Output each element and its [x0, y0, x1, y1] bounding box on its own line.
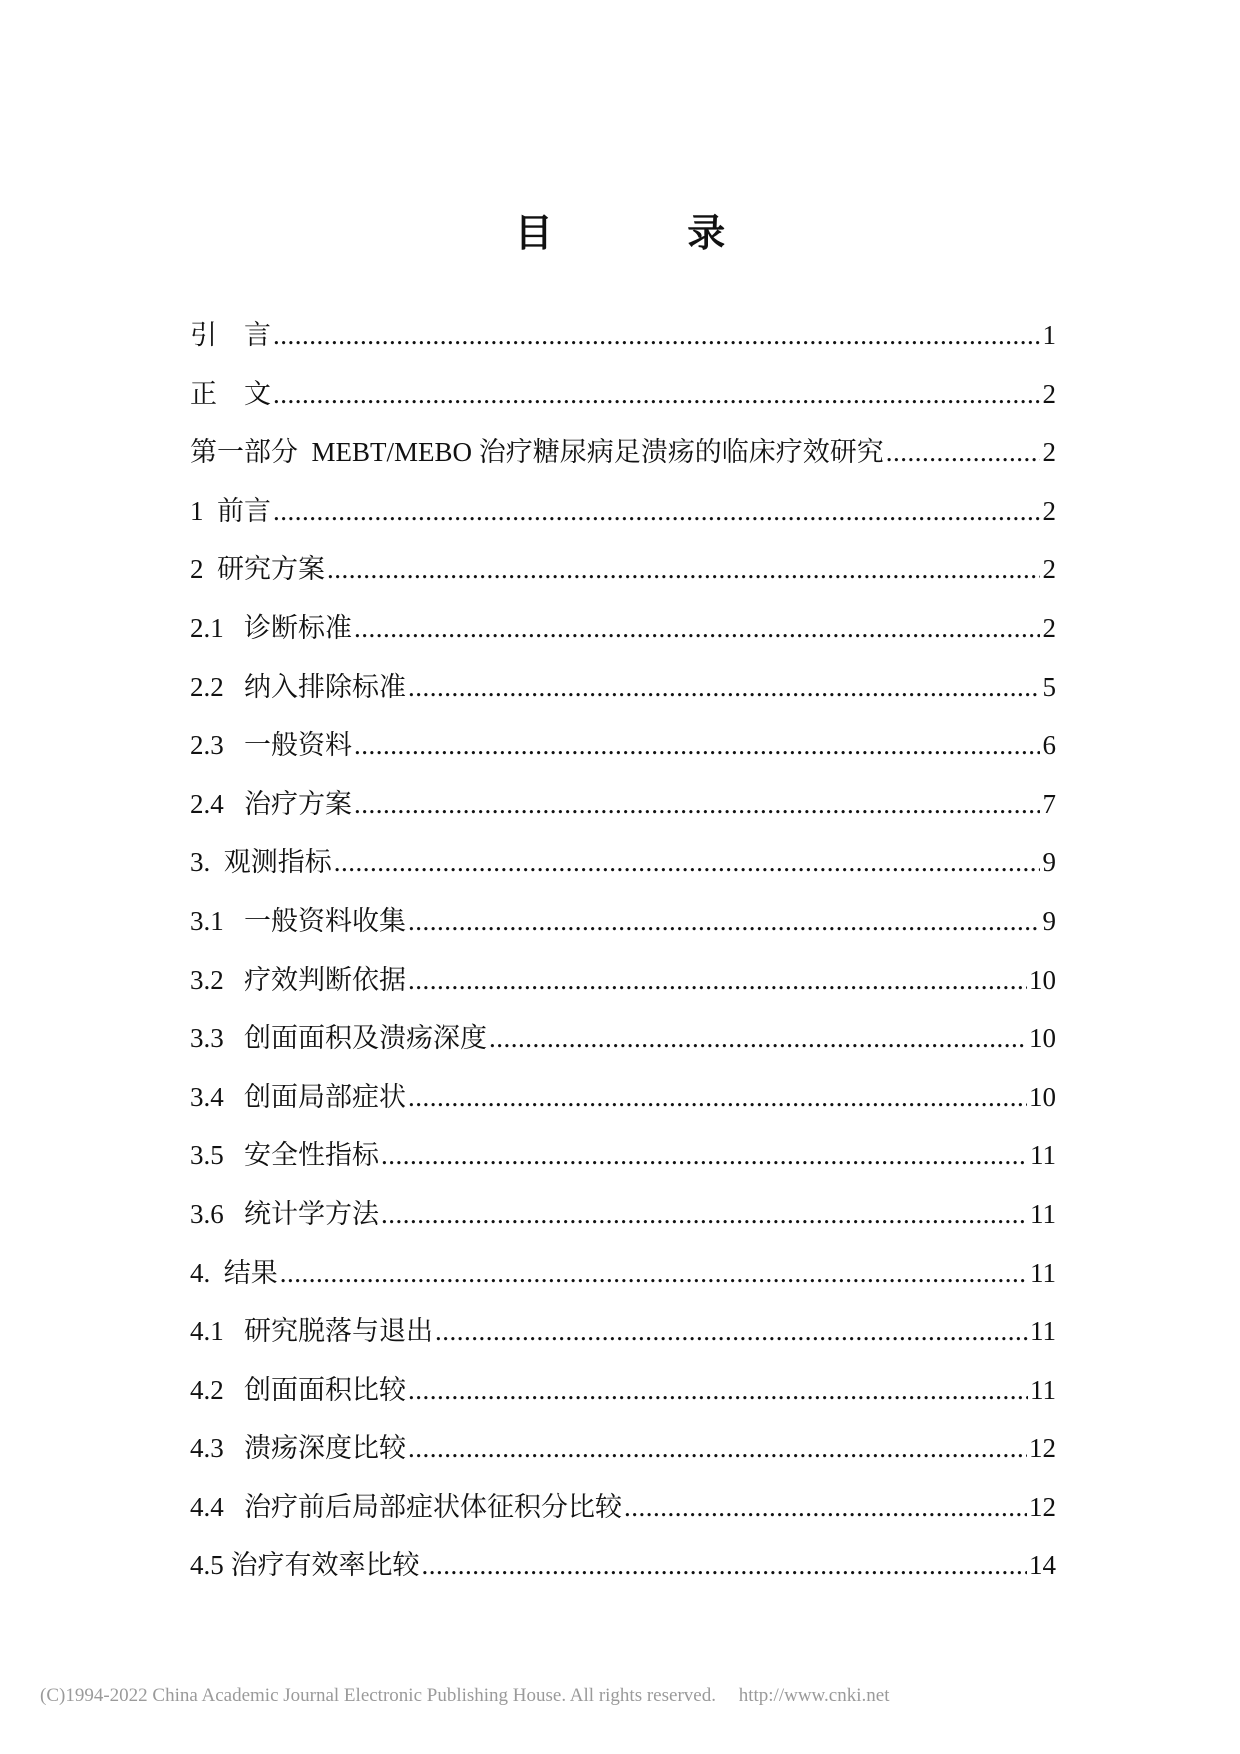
toc-entry[interactable] — [190, 1255, 1056, 1314]
toc-entry[interactable] — [190, 551, 1056, 610]
dot-leader — [886, 434, 1040, 470]
dot-leader — [354, 610, 1040, 646]
toc-entry-page: 2 — [1042, 378, 1056, 409]
footer-link[interactable]: http://www.cnki.net — [738, 1685, 890, 1706]
toc-entry[interactable] — [190, 844, 1056, 903]
toc-entry-label: 第一部分 MEBT/MEBO 治疗糖尿病足溃疡的临床疗效研究 — [190, 437, 884, 468]
toc-entry-page: 2 — [1042, 495, 1056, 526]
toc-entry-page: 6 — [1042, 730, 1056, 761]
toc-entry-page: 2 — [1042, 554, 1056, 585]
toc-entry-label: 3.5 安全性指标 — [190, 1140, 379, 1171]
toc-entry-page: 11 — [1030, 1140, 1056, 1171]
toc-entry-label: 3.6 统计学方法 — [190, 1198, 379, 1229]
toc-entry-page: 10 — [1029, 1023, 1056, 1054]
toc-entry-page: 14 — [1029, 1550, 1056, 1581]
toc-entry-page: 11 — [1030, 1257, 1056, 1288]
toc-entry[interactable] — [190, 727, 1056, 786]
toc-entry-label: 4.5 治疗有效率比较 — [190, 1550, 420, 1581]
dot-leader — [354, 727, 1040, 763]
dot-leader — [334, 844, 1040, 880]
toc-entry-page: 7 — [1042, 788, 1056, 819]
toc-entry-page: 12 — [1029, 1491, 1056, 1522]
toc-entry-page: 9 — [1042, 847, 1056, 878]
toc-entry[interactable] — [190, 1430, 1056, 1489]
toc-entry-label: 3.2 疗效判断依据 — [190, 964, 406, 995]
dot-leader — [273, 317, 1040, 353]
toc-entry-page: 1 — [1042, 320, 1056, 350]
toc-entry-label: 4.2 创面面积比较 — [190, 1374, 406, 1405]
toc-entry-label: 4.4 治疗前后局部症状体征积分比较 — [190, 1491, 622, 1522]
toc-entry-label: 3.3 创面面积及溃疡深度 — [190, 1023, 487, 1054]
dot-leader — [327, 551, 1040, 587]
toc-entry-page: 10 — [1029, 964, 1056, 995]
dot-leader — [408, 903, 1040, 939]
toc-entry-label: 2.2 纳入排除标准 — [190, 671, 406, 702]
toc-entry-label: 2 研究方案 — [190, 554, 325, 585]
dot-leader — [273, 376, 1040, 412]
dot-leader — [624, 1489, 1027, 1525]
toc-entry[interactable] — [190, 1137, 1056, 1196]
toc-entry[interactable] — [190, 1313, 1056, 1372]
toc-entry-label: 正 文 — [190, 378, 271, 409]
table-of-contents — [190, 317, 1056, 1606]
toc-entry-label: 2.1 诊断标准 — [190, 612, 352, 643]
toc-entry[interactable] — [190, 786, 1056, 845]
dot-leader — [381, 1137, 1028, 1173]
toc-entry[interactable] — [190, 493, 1056, 552]
dot-leader — [273, 493, 1040, 529]
toc-entry[interactable] — [190, 1489, 1056, 1548]
toc-entry[interactable] — [190, 610, 1056, 669]
dot-leader — [408, 1079, 1027, 1115]
toc-entry-label: 2.4 治疗方案 — [190, 788, 352, 819]
dot-leader — [280, 1255, 1028, 1291]
dot-leader — [422, 1547, 1028, 1583]
toc-entry[interactable] — [190, 1079, 1056, 1138]
dot-leader — [408, 1372, 1028, 1408]
toc-entry-label: 引 言 — [190, 320, 271, 350]
toc-entry[interactable] — [190, 903, 1056, 962]
toc-entry-label: 4.3 溃疡深度比较 — [190, 1433, 406, 1464]
toc-entry-page: 2 — [1042, 612, 1056, 643]
toc-entry-page: 2 — [1042, 437, 1056, 468]
toc-entry-label: 2.3 一般资料 — [190, 730, 352, 761]
toc-entry-page: 10 — [1029, 1081, 1056, 1112]
toc-entry[interactable] — [190, 1372, 1056, 1431]
toc-entry-label: 4.1 研究脱落与退出 — [190, 1316, 433, 1347]
toc-entry[interactable] — [190, 434, 1056, 493]
toc-entry[interactable] — [190, 669, 1056, 728]
toc-entry-page: 5 — [1042, 671, 1056, 702]
toc-entry-page: 11 — [1030, 1198, 1056, 1229]
toc-entry[interactable] — [190, 376, 1056, 435]
toc-entry-page: 9 — [1042, 905, 1056, 936]
toc-entry-page: 11 — [1030, 1316, 1056, 1347]
toc-entry[interactable] — [190, 1020, 1056, 1079]
toc-entry-label: 1 前言 — [190, 495, 271, 526]
toc-entry-label: 3.1 一般资料收集 — [190, 905, 406, 936]
toc-entry[interactable] — [190, 962, 1056, 1021]
toc-entry[interactable] — [190, 317, 1056, 376]
copyright-footer — [40, 1685, 889, 1707]
toc-entry-label: 3.4 创面局部症状 — [190, 1081, 406, 1112]
dot-leader — [408, 1430, 1027, 1466]
dot-leader — [381, 1196, 1028, 1232]
toc-entry-page: 11 — [1030, 1374, 1056, 1405]
toc-entry[interactable] — [190, 1196, 1056, 1255]
copyright-text: (C)1994-2022 China Academic Journal Electronic Publishing House. All rights reserved. — [40, 1685, 716, 1706]
toc-entry-label: 3. 观测指标 — [190, 847, 332, 878]
page-title: 目 录 — [514, 210, 762, 255]
dot-leader — [489, 1020, 1027, 1056]
toc-entry[interactable] — [190, 1547, 1056, 1606]
dot-leader — [354, 786, 1040, 822]
dot-leader — [435, 1313, 1028, 1349]
toc-entry-label: 4. 结果 — [190, 1257, 278, 1288]
dot-leader — [408, 669, 1040, 705]
toc-entry-page: 12 — [1029, 1433, 1056, 1464]
dot-leader — [408, 962, 1027, 998]
